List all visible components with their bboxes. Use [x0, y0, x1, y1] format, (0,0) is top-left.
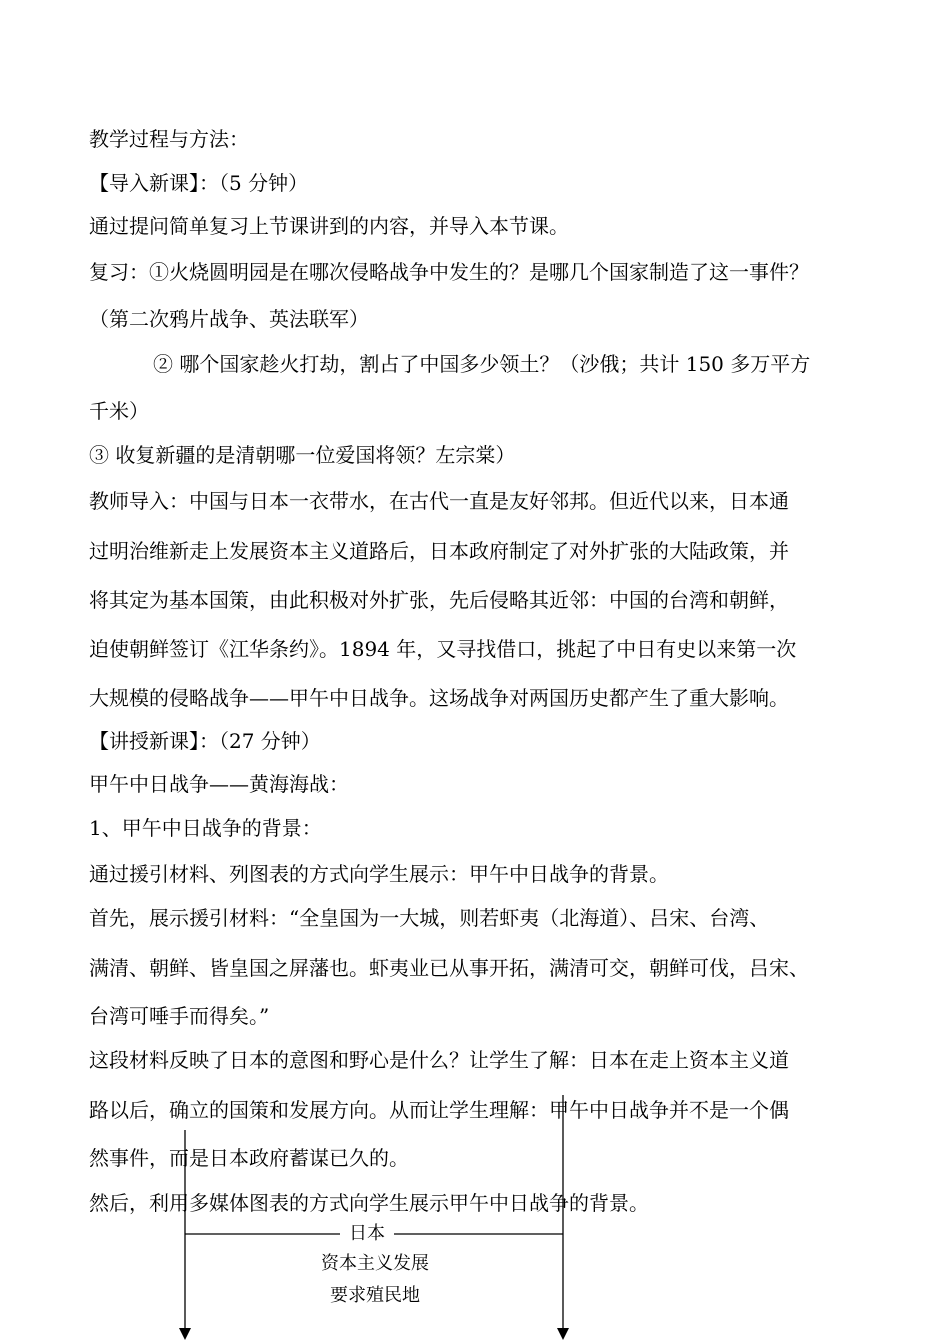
text-line: 首先，展示援引材料：“全皇国为一大城，则若虾夷（北海道）、吕宋、台湾、	[89, 906, 770, 930]
text-line: 通过援引材料、列图表的方式向学生展示：甲午中日战争的背景。	[89, 862, 669, 886]
text-line: 教师导入：中国与日本一衣带水，在古代一直是友好邻邦。但近代以来，日本通	[89, 489, 789, 513]
text-line: 然事件，而是日本政府蓄谋已久的。	[89, 1146, 409, 1170]
text-line: （第二次鸦片战争、英法联军）	[89, 307, 369, 331]
text-line: 满清、朝鲜、皆皇国之屏藩也。虾夷业已从事开拓，满清可交，朝鲜可伐，吕宋、	[89, 956, 809, 980]
text-line: 【导入新课】：（5 分钟）	[89, 171, 309, 195]
text-line: ③ 收复新疆的是清朝哪一位爱国将领？左宗棠）	[89, 443, 516, 467]
diagram-label: 要求殖民地	[310, 1285, 440, 1307]
text-line: ② 哪个国家趁火打劫，割占了中国多少领土？（沙俄；共计 150 多万平方	[153, 352, 811, 376]
text-line: 甲午中日战争——黄海海战：	[89, 772, 349, 796]
text-line: 迫使朝鲜签订《江华条约》。1894 年，又寻找借口，挑起了中日有史以来第一次	[89, 637, 797, 661]
text-line: 台湾可唾手而得矣。”	[89, 1004, 270, 1028]
text-line: 千米）	[89, 399, 149, 423]
text-line: 然后，利用多媒体图表的方式向学生展示甲午中日战争的背景。	[89, 1191, 649, 1215]
section-heading: 【讲授新课】：（27 分钟）	[89, 729, 321, 753]
diagram-label: 资本主义发展	[310, 1253, 440, 1275]
text-line: 这段材料反映了日本的意图和野心是什么？让学生了解：日本在走上资本主义道	[89, 1048, 789, 1072]
text-line: 大规模的侵略战争——甲午中日战争。这场战争对两国历史都产生了重大影响。	[89, 686, 789, 710]
text-line: 路以后，确立的国策和发展方向。从而让学生理解：甲午中日战争并不是一个偶	[89, 1098, 789, 1122]
text-line: 过明治维新走上发展资本主义道路后，日本政府制定了对外扩张的大陆政策，并	[89, 539, 789, 563]
text-line: 将其定为基本国策，由此积极对外扩张，先后侵略其近邻：中国的台湾和朝鲜，	[89, 588, 789, 612]
left-arrowhead	[179, 1328, 191, 1340]
text-line: 1、甲午中日战争的背景：	[89, 816, 322, 840]
text-line: 通过提问简单复习上节课讲到的内容，并导入本节课。	[89, 214, 569, 238]
diagram-title: 日本	[340, 1223, 394, 1245]
right-arrowhead	[557, 1328, 569, 1340]
text-line: 教学过程与方法：	[89, 127, 249, 151]
text-line: 复习：①火烧圆明园是在哪次侵略战争中发生的？是哪几个国家制造了这一事件？	[89, 260, 809, 284]
